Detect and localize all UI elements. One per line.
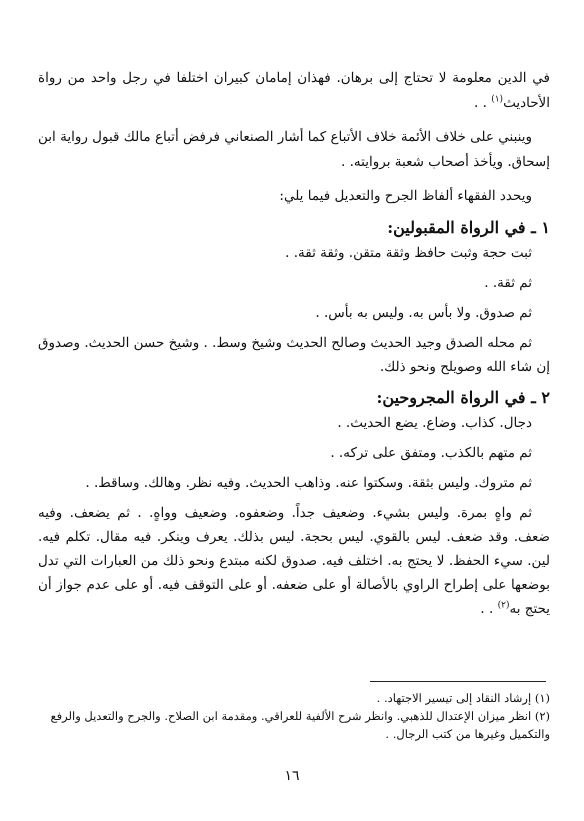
page-number: ١٦ [284,768,300,784]
footnote-ref-1[interactable]: (١) [491,94,504,104]
section-2-heading: ٢ ـ في الرواة المجروحين: [376,387,550,407]
paragraph-1-tail: . . [474,94,487,111]
main-text [38,66,550,621]
footnote-ref-2[interactable]: (٢) [497,600,510,610]
section-2-line: ثم متهم بالكذب. ومتفق على تركه. . [330,444,532,461]
footnote-2 [38,707,550,743]
paragraph-3: ويحدد الفقهاء ألفاظ الجرح والتعديل فيما يلي: [279,188,532,204]
section-2-line: ثم متروك. وليس بثقة. وسكتوا عنه. وذاهب الحديث. وفيه نظر. وهالك. وساقط. . [85,474,532,491]
section-1-list [38,241,550,379]
footnote-separator [370,681,546,682]
section-2-list [38,411,550,621]
section-1-line: ثم محله الصدق وجيد الحديث وصالح الحديث وشيخ وسط. . وشيخ حسن الحديث. وصدوق إن شاء الله وصويلح ونحو ذلك. [38,334,550,375]
paragraph-2: وينبني على خلاف الأئمة خلاف الأتباع كما أشار الصنعاني فرفض أتباع مالك قبول رواية ابن إسحاق. ويأخذ أصحاب شعبة بروايته. . [38,129,550,170]
section-1-line: ثم صدوق. ولا بأس به. وليس به بأس. . [315,304,532,321]
paragraph-1 [38,66,550,115]
section-2-line-tail: . . [480,600,494,617]
footnotes [38,689,550,743]
section-2-line [38,501,550,621]
section-2-line-text: ثم واهٍ بمرة. وليس بشيء. وضعيف جداً. وضعفوه. وضعيف وواهٍ. . ثم يضعف. وفيه ضعف. وقد ضعف. ليس بالقوي. ليس بحجة. ليس بذلك. يعرف وينكر. فيه مقال. تكلم فيه. لين. سيء الحفظ. لا يحتج به. اختلف فيه. صدوق لكنه مبتدع ونحو ذلك من العبارات التي تدل بوضعها على إطراح الراوي بالأصالة أو على ضعفه. أو على التوقف فيه. أو على عدم جواز أن يحتج به [38,504,550,617]
section-2-line: دجال. كذاب. وضاع. يضع الحديث. . [337,414,532,431]
section-1-heading: ١ ـ في الرواة المقبولين: [387,217,550,237]
footnote-text: إرشاد النقاد إلى تيسير الاجتهاد. . [376,691,532,705]
footnote-1 [38,689,550,707]
footnote-number: (١) [534,691,550,705]
section-1-line: ثم ثقة. . [484,274,532,291]
paragraph-1-text: في الدين معلومة لا تحتاج إلى برهان. فهذان إمامان كبيران اختلفا في رجل واحد من رواة الأحاديث [38,70,550,111]
section-1-line: ثبت حجة وثبت حافظ وثقة متقن. وثقة ثقة. . [285,244,532,261]
footnote-number: (٢) [534,709,550,723]
footnote-text: انظر ميزان الإعتدال للذهبي. وانظر شرح الألفية للعراقي. ومقدمة ابن الصلاح. والجرح والتعديل والرفع والتكميل وغيرها من كتب الرجال. . [50,709,550,741]
